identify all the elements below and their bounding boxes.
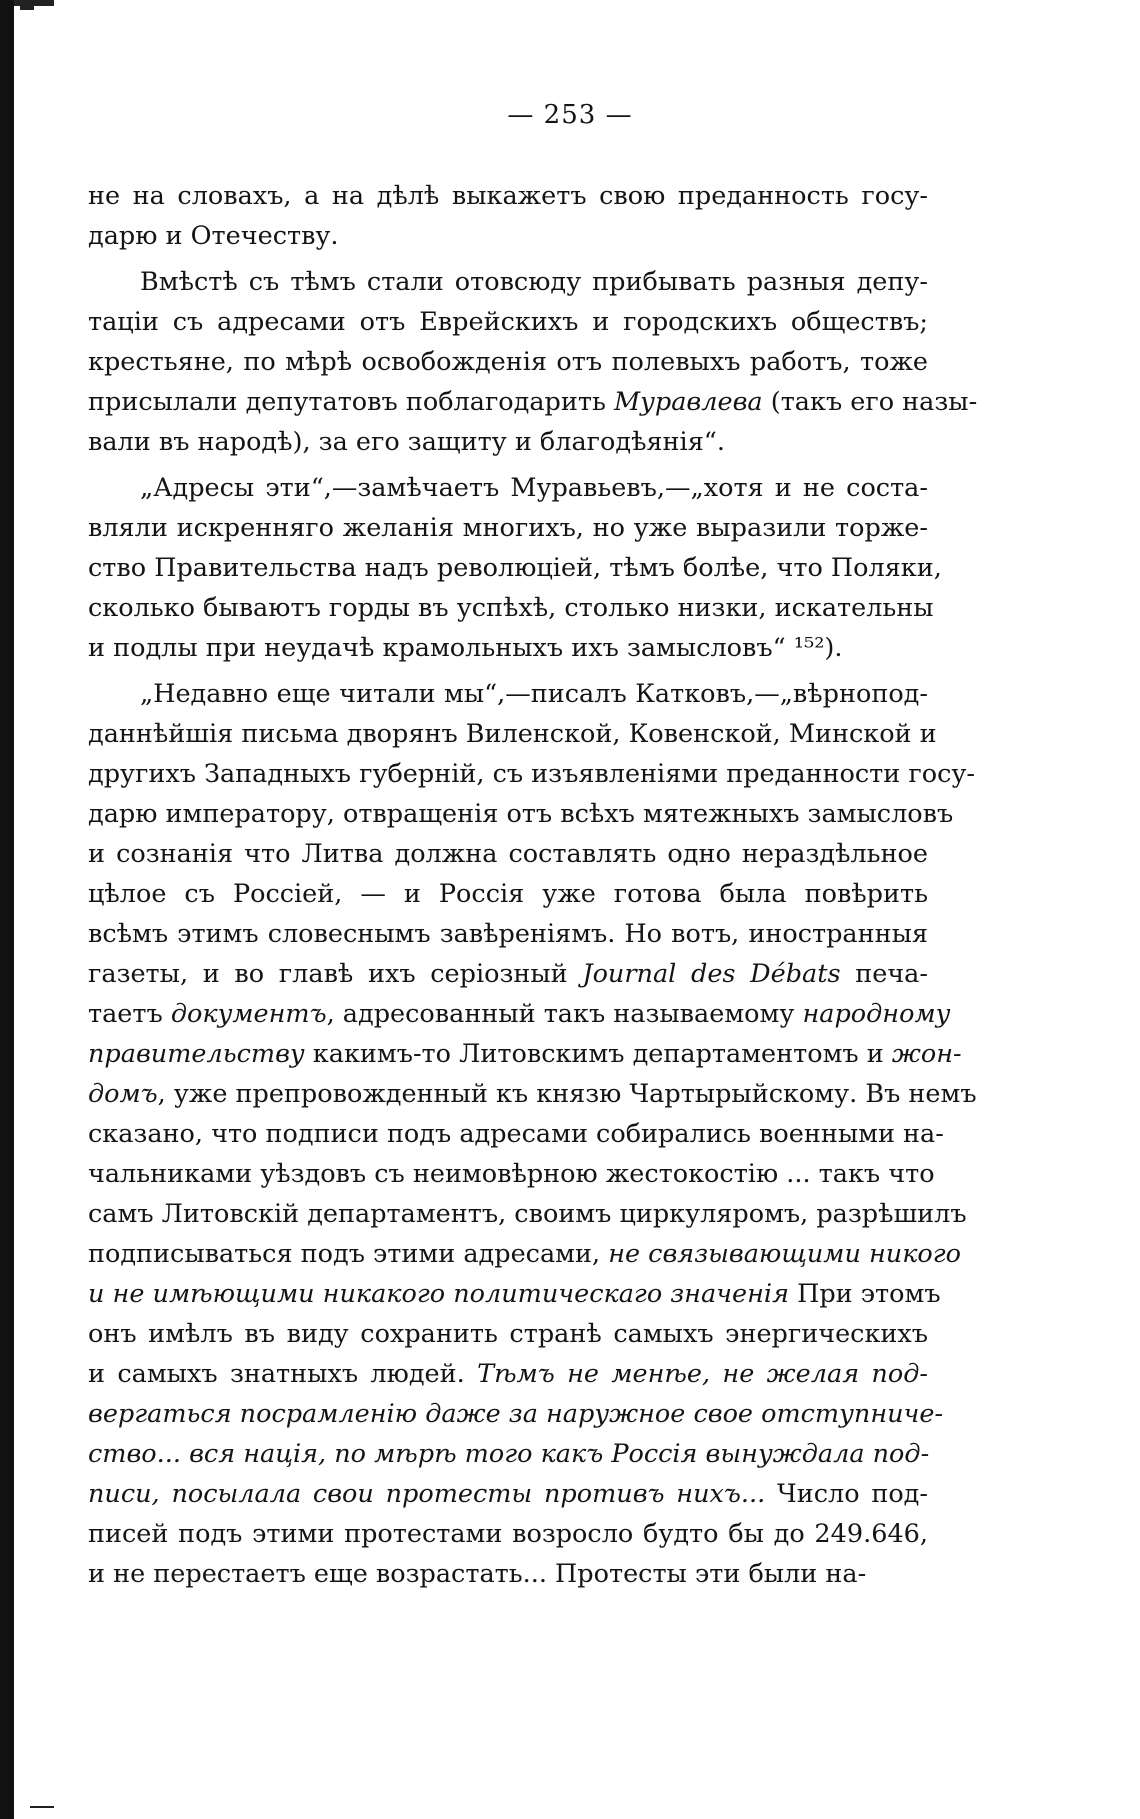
- text-line: и не имѣющими никакого политическаго значенія При этомъ: [88, 1279, 941, 1309]
- text-line: даннѣйшія письма дворянъ Виленской, Ковенской, Минской и: [88, 719, 937, 749]
- italic-text: правительству: [88, 1039, 305, 1069]
- italic-text: Journal des Débats: [582, 959, 841, 989]
- text-line: вляли искренняго желанія многихъ, но уже выразили торже-: [88, 513, 928, 543]
- scan-speck: [30, 1806, 54, 1808]
- italic-text: домъ: [88, 1079, 158, 1109]
- text-line: [88, 1394, 944, 1434]
- text-line: сколько бываютъ горды въ успѣхѣ, столько низки, искательны: [88, 593, 934, 623]
- text-line: „Недавно еще читали мы“,—писалъ Катковъ,—„вѣрнопод-: [140, 679, 928, 709]
- italic-text: не связывающими никого: [608, 1239, 962, 1269]
- paragraph: [88, 674, 977, 1594]
- text-line: присылали депутатовъ поблагодарить Муравлева (такъ его назы-: [88, 387, 978, 417]
- paragraph: [88, 176, 928, 256]
- scan-speck: [20, 6, 34, 10]
- text-line: вали въ народѣ), за его защиту и благодѣянія“.: [88, 427, 725, 457]
- text-line: чальниками уѣздовъ съ неимовѣрною жестокостію ... такъ что: [88, 1159, 935, 1189]
- italic-text: вергаться посрамленію даже за наружное свое отступниче-: [88, 1399, 944, 1429]
- italic-text: и не имѣющими никакого политическаго значенія: [88, 1279, 789, 1309]
- paragraph: [88, 468, 942, 668]
- text-line: и сознанія что Литва должна составлять одно нераздѣльное: [88, 839, 928, 869]
- page-number: — 253 —: [507, 100, 633, 130]
- text-line: таетъ документъ, адресованный такъ называемому народному: [88, 999, 951, 1029]
- text-line: другихъ Западныхъ губерній, съ изъявленіями преданности госу-: [88, 759, 975, 789]
- italic-text: ство... вся нація, по мѣрѣ того какъ Россія вынуждала под-: [88, 1439, 930, 1469]
- text-line: всѣмъ этимъ словеснымъ завѣреніямъ. Но вотъ, иностранныя: [88, 919, 928, 949]
- text-line: Вмѣстѣ съ тѣмъ стали отовсюду прибывать разныя депу-: [140, 267, 928, 297]
- italic-text: народному: [802, 999, 951, 1029]
- text-line: сказано, что подписи подъ адресами собирались военными на-: [88, 1119, 944, 1149]
- italic-text: жон-: [891, 1039, 962, 1069]
- text-line: писей подъ этими протестами возросло будто бы до 249.646,: [88, 1519, 928, 1549]
- text-line: газеты, и во главѣ ихъ серіозный Journal des Débats печа-: [88, 959, 929, 989]
- text-line: дарю и Отечеству.: [88, 221, 339, 251]
- text-line: онъ имѣлъ въ виду сохранить странѣ самыхъ энергическихъ: [88, 1319, 928, 1349]
- text-line: и самыхъ знатныхъ людей. Тѣмъ не менѣе, не желая под-: [88, 1359, 928, 1389]
- text-line: не на словахъ, а на дѣлѣ выкажетъ свою преданность госу-: [88, 181, 928, 211]
- text-line: домъ, уже препровожденный къ князю Чартырыйскому. Въ немъ: [88, 1079, 977, 1109]
- text-line: и не перестаетъ еще возрастать... Протесты эти были на-: [88, 1559, 867, 1589]
- text-line: самъ Литовскій департаментъ, своимъ циркуляромъ, разрѣшилъ: [88, 1199, 967, 1229]
- text-line: крестьяне, по мѣрѣ освобожденія отъ полевыхъ работъ, тоже: [88, 347, 928, 377]
- text-line: „Адресы эти“,—замѣчаетъ Муравьевъ,—„хотя и не соста-: [140, 473, 928, 503]
- text-line: и подлы при неудачѣ крамольныхъ ихъ замысловъ“ ¹⁵²).: [88, 633, 843, 663]
- text-line: писи, посылала свои протесты противъ нихъ... Число под-: [88, 1479, 929, 1509]
- text-line: ство Правительства надъ революціей, тѣмъ болѣе, что Поляки,: [88, 553, 942, 583]
- paragraph: [88, 262, 978, 462]
- italic-text: писи, посылала свои протесты противъ нихъ...: [88, 1479, 766, 1509]
- text-line: дарю императору, отвращенія отъ всѣхъ мятежныхъ замысловъ: [88, 799, 954, 829]
- text-line: таціи съ адресами отъ Еврейскихъ и городскихъ обществъ;: [88, 307, 928, 337]
- body-text: [88, 176, 978, 1594]
- italic-text: Тѣмъ не менѣе, не желая под-: [477, 1359, 928, 1389]
- italic-text: документъ: [170, 999, 327, 1029]
- italic-text: Муравлева: [613, 387, 763, 417]
- text-line: правительству какимъ-то Литовскимъ департаментомъ и жон-: [88, 1039, 962, 1069]
- text-line: цѣлое съ Россіей, — и Россія уже готова была повѣрить: [88, 879, 928, 909]
- text-line: [88, 1434, 928, 1474]
- page-binding-edge: [0, 0, 14, 1819]
- text-line: подписываться подъ этими адресами, не связывающими никого: [88, 1239, 962, 1269]
